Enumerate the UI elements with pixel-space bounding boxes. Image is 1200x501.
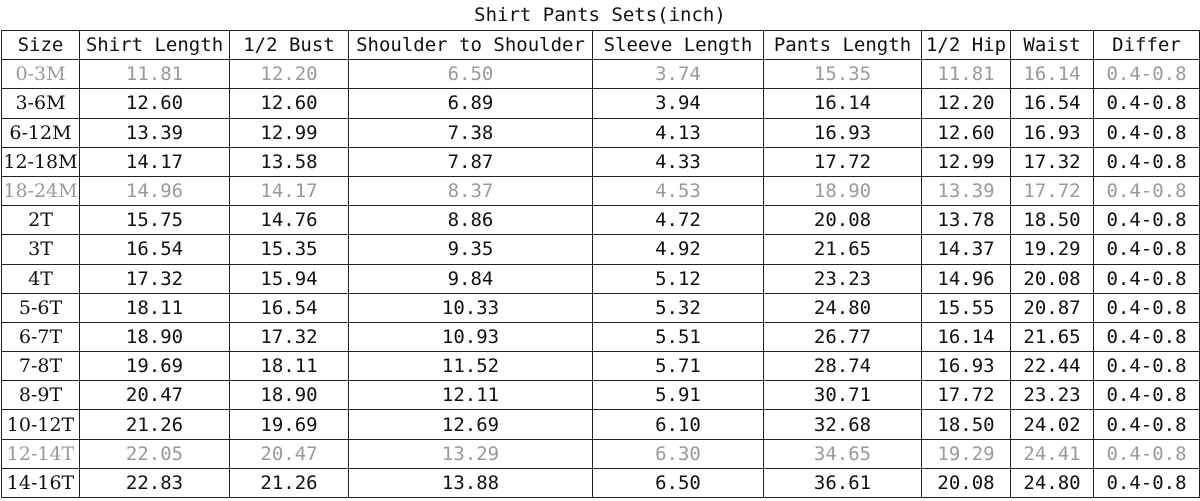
cell-waist: 16.93 <box>1011 118 1094 147</box>
header-shoulder-to-shoulder: Shoulder to Shoulder <box>349 31 593 60</box>
cell-waist: 22.44 <box>1011 352 1094 381</box>
cell-sleeve-length: 5.51 <box>593 322 764 351</box>
cell-half-bust: 16.54 <box>230 293 349 322</box>
cell-shoulder-to-shoulder: 6.89 <box>349 89 593 118</box>
cell-half-bust: 15.94 <box>230 264 349 293</box>
cell-sleeve-length: 5.91 <box>593 381 764 410</box>
header-half-hip: 1/2 Hip <box>922 31 1011 60</box>
cell-differ: 0.4-0.8 <box>1094 89 1200 118</box>
cell-differ: 0.4-0.8 <box>1094 118 1200 147</box>
cell-size: 0-3M <box>2 60 80 89</box>
cell-waist: 23.23 <box>1011 381 1094 410</box>
cell-shoulder-to-shoulder: 13.29 <box>349 439 593 468</box>
cell-half-bust: 15.35 <box>230 235 349 264</box>
cell-sleeve-length: 4.92 <box>593 235 764 264</box>
cell-differ: 0.4-0.8 <box>1094 293 1200 322</box>
cell-half-hip: 15.55 <box>922 293 1011 322</box>
table-row <box>2 293 1200 322</box>
cell-sleeve-length: 4.13 <box>593 118 764 147</box>
cell-shoulder-to-shoulder: 7.87 <box>349 147 593 176</box>
cell-differ: 0.4-0.8 <box>1094 206 1200 235</box>
cell-pants-length: 28.74 <box>764 352 922 381</box>
cell-pants-length: 20.08 <box>764 206 922 235</box>
cell-pants-length: 15.35 <box>764 60 922 89</box>
cell-shoulder-to-shoulder: 12.69 <box>349 410 593 439</box>
table-row <box>2 322 1200 351</box>
table-row <box>2 439 1200 468</box>
cell-size: 5-6T <box>2 293 80 322</box>
cell-shirt-length: 12.60 <box>80 89 230 118</box>
cell-half-hip: 19.29 <box>922 439 1011 468</box>
cell-sleeve-length: 4.33 <box>593 147 764 176</box>
cell-shoulder-to-shoulder: 8.37 <box>349 176 593 205</box>
cell-half-hip: 16.14 <box>922 322 1011 351</box>
cell-half-bust: 21.26 <box>230 468 349 497</box>
cell-pants-length: 24.80 <box>764 293 922 322</box>
cell-pants-length: 30.71 <box>764 381 922 410</box>
cell-shirt-length: 22.83 <box>80 468 230 497</box>
size-chart-table <box>1 30 1200 498</box>
cell-shirt-length: 15.75 <box>80 206 230 235</box>
cell-differ: 0.4-0.8 <box>1094 60 1200 89</box>
cell-half-hip: 20.08 <box>922 468 1011 497</box>
cell-shoulder-to-shoulder: 10.33 <box>349 293 593 322</box>
cell-pants-length: 34.65 <box>764 439 922 468</box>
cell-pants-length: 23.23 <box>764 264 922 293</box>
cell-differ: 0.4-0.8 <box>1094 381 1200 410</box>
cell-shoulder-to-shoulder: 11.52 <box>349 352 593 381</box>
cell-size: 3T <box>2 235 80 264</box>
cell-differ: 0.4-0.8 <box>1094 235 1200 264</box>
cell-size: 6-12M <box>2 118 80 147</box>
cell-half-hip: 13.78 <box>922 206 1011 235</box>
cell-sleeve-length: 5.32 <box>593 293 764 322</box>
cell-half-bust: 12.99 <box>230 118 349 147</box>
cell-half-hip: 14.37 <box>922 235 1011 264</box>
cell-pants-length: 21.65 <box>764 235 922 264</box>
cell-waist: 16.14 <box>1011 60 1094 89</box>
table-row <box>2 352 1200 381</box>
cell-half-bust: 12.60 <box>230 89 349 118</box>
cell-shoulder-to-shoulder: 6.50 <box>349 60 593 89</box>
cell-size: 2T <box>2 206 80 235</box>
cell-sleeve-length: 3.74 <box>593 60 764 89</box>
table-title: Shirt Pants Sets(inch) <box>474 4 726 26</box>
cell-half-bust: 19.69 <box>230 410 349 439</box>
table-row <box>2 410 1200 439</box>
cell-shirt-length: 17.32 <box>80 264 230 293</box>
cell-pants-length: 26.77 <box>764 322 922 351</box>
cell-half-hip: 17.72 <box>922 381 1011 410</box>
cell-differ: 0.4-0.8 <box>1094 468 1200 497</box>
cell-shirt-length: 16.54 <box>80 235 230 264</box>
header-half-bust: 1/2 Bust <box>230 31 349 60</box>
cell-differ: 0.4-0.8 <box>1094 352 1200 381</box>
cell-pants-length: 32.68 <box>764 410 922 439</box>
cell-waist: 17.32 <box>1011 147 1094 176</box>
cell-waist: 24.80 <box>1011 468 1094 497</box>
cell-shirt-length: 18.11 <box>80 293 230 322</box>
cell-half-bust: 14.76 <box>230 206 349 235</box>
header-size: Size <box>2 31 80 60</box>
table-row <box>2 235 1200 264</box>
header-differ: Differ <box>1094 31 1200 60</box>
cell-half-bust: 20.47 <box>230 439 349 468</box>
cell-pants-length: 16.14 <box>764 89 922 118</box>
cell-waist: 20.08 <box>1011 264 1094 293</box>
cell-shirt-length: 11.81 <box>80 60 230 89</box>
cell-differ: 0.4-0.8 <box>1094 176 1200 205</box>
cell-half-bust: 17.32 <box>230 322 349 351</box>
table-row <box>2 264 1200 293</box>
cell-waist: 24.02 <box>1011 410 1094 439</box>
cell-shirt-length: 20.47 <box>80 381 230 410</box>
table-row <box>2 381 1200 410</box>
cell-size: 4T <box>2 264 80 293</box>
cell-half-hip: 12.20 <box>922 89 1011 118</box>
cell-size: 12-14T <box>2 439 80 468</box>
cell-size: 3-6M <box>2 89 80 118</box>
cell-shoulder-to-shoulder: 12.11 <box>349 381 593 410</box>
cell-size: 18-24M <box>2 176 80 205</box>
cell-half-hip: 16.93 <box>922 352 1011 381</box>
cell-pants-length: 36.61 <box>764 468 922 497</box>
header-pants-length: Pants Length <box>764 31 922 60</box>
cell-half-bust: 13.58 <box>230 147 349 176</box>
cell-size: 10-12T <box>2 410 80 439</box>
cell-shirt-length: 14.96 <box>80 176 230 205</box>
cell-waist: 19.29 <box>1011 235 1094 264</box>
cell-shirt-length: 13.39 <box>80 118 230 147</box>
cell-differ: 0.4-0.8 <box>1094 410 1200 439</box>
cell-shoulder-to-shoulder: 7.38 <box>349 118 593 147</box>
cell-differ: 0.4-0.8 <box>1094 147 1200 176</box>
cell-shoulder-to-shoulder: 8.86 <box>349 206 593 235</box>
cell-differ: 0.4-0.8 <box>1094 264 1200 293</box>
table-row <box>2 60 1200 89</box>
cell-waist: 21.65 <box>1011 322 1094 351</box>
cell-shirt-length: 14.17 <box>80 147 230 176</box>
header-waist: Waist <box>1011 31 1094 60</box>
cell-shoulder-to-shoulder: 13.88 <box>349 468 593 497</box>
table-row <box>2 118 1200 147</box>
cell-sleeve-length: 4.72 <box>593 206 764 235</box>
cell-differ: 0.4-0.8 <box>1094 439 1200 468</box>
table-row <box>2 176 1200 205</box>
cell-half-hip: 11.81 <box>922 60 1011 89</box>
cell-shoulder-to-shoulder: 9.35 <box>349 235 593 264</box>
cell-half-bust: 18.11 <box>230 352 349 381</box>
cell-half-bust: 12.20 <box>230 60 349 89</box>
cell-half-hip: 18.50 <box>922 410 1011 439</box>
cell-half-bust: 18.90 <box>230 381 349 410</box>
cell-shirt-length: 19.69 <box>80 352 230 381</box>
cell-waist: 16.54 <box>1011 89 1094 118</box>
header-sleeve-length: Sleeve Length <box>593 31 764 60</box>
cell-size: 7-8T <box>2 352 80 381</box>
cell-size: 6-7T <box>2 322 80 351</box>
header-row <box>2 31 1200 60</box>
cell-pants-length: 17.72 <box>764 147 922 176</box>
cell-half-hip: 12.60 <box>922 118 1011 147</box>
header-shirt-length: Shirt Length <box>80 31 230 60</box>
cell-shoulder-to-shoulder: 9.84 <box>349 264 593 293</box>
cell-shirt-length: 18.90 <box>80 322 230 351</box>
cell-sleeve-length: 6.10 <box>593 410 764 439</box>
cell-size: 12-18M <box>2 147 80 176</box>
cell-differ: 0.4-0.8 <box>1094 322 1200 351</box>
cell-waist: 17.72 <box>1011 176 1094 205</box>
cell-sleeve-length: 5.71 <box>593 352 764 381</box>
cell-sleeve-length: 3.94 <box>593 89 764 118</box>
table-row <box>2 468 1200 497</box>
cell-half-hip: 13.39 <box>922 176 1011 205</box>
cell-shoulder-to-shoulder: 10.93 <box>349 322 593 351</box>
cell-half-hip: 12.99 <box>922 147 1011 176</box>
cell-shirt-length: 21.26 <box>80 410 230 439</box>
cell-half-hip: 14.96 <box>922 264 1011 293</box>
cell-pants-length: 18.90 <box>764 176 922 205</box>
cell-sleeve-length: 4.53 <box>593 176 764 205</box>
cell-waist: 18.50 <box>1011 206 1094 235</box>
cell-waist: 20.87 <box>1011 293 1094 322</box>
cell-pants-length: 16.93 <box>764 118 922 147</box>
cell-shirt-length: 22.05 <box>80 439 230 468</box>
cell-half-bust: 14.17 <box>230 176 349 205</box>
table-row <box>2 89 1200 118</box>
cell-waist: 24.41 <box>1011 439 1094 468</box>
table-row <box>2 147 1200 176</box>
cell-sleeve-length: 6.50 <box>593 468 764 497</box>
cell-sleeve-length: 6.30 <box>593 439 764 468</box>
cell-size: 8-9T <box>2 381 80 410</box>
table-row <box>2 206 1200 235</box>
cell-size: 14-16T <box>2 468 80 497</box>
cell-sleeve-length: 5.12 <box>593 264 764 293</box>
table-body <box>2 60 1200 498</box>
